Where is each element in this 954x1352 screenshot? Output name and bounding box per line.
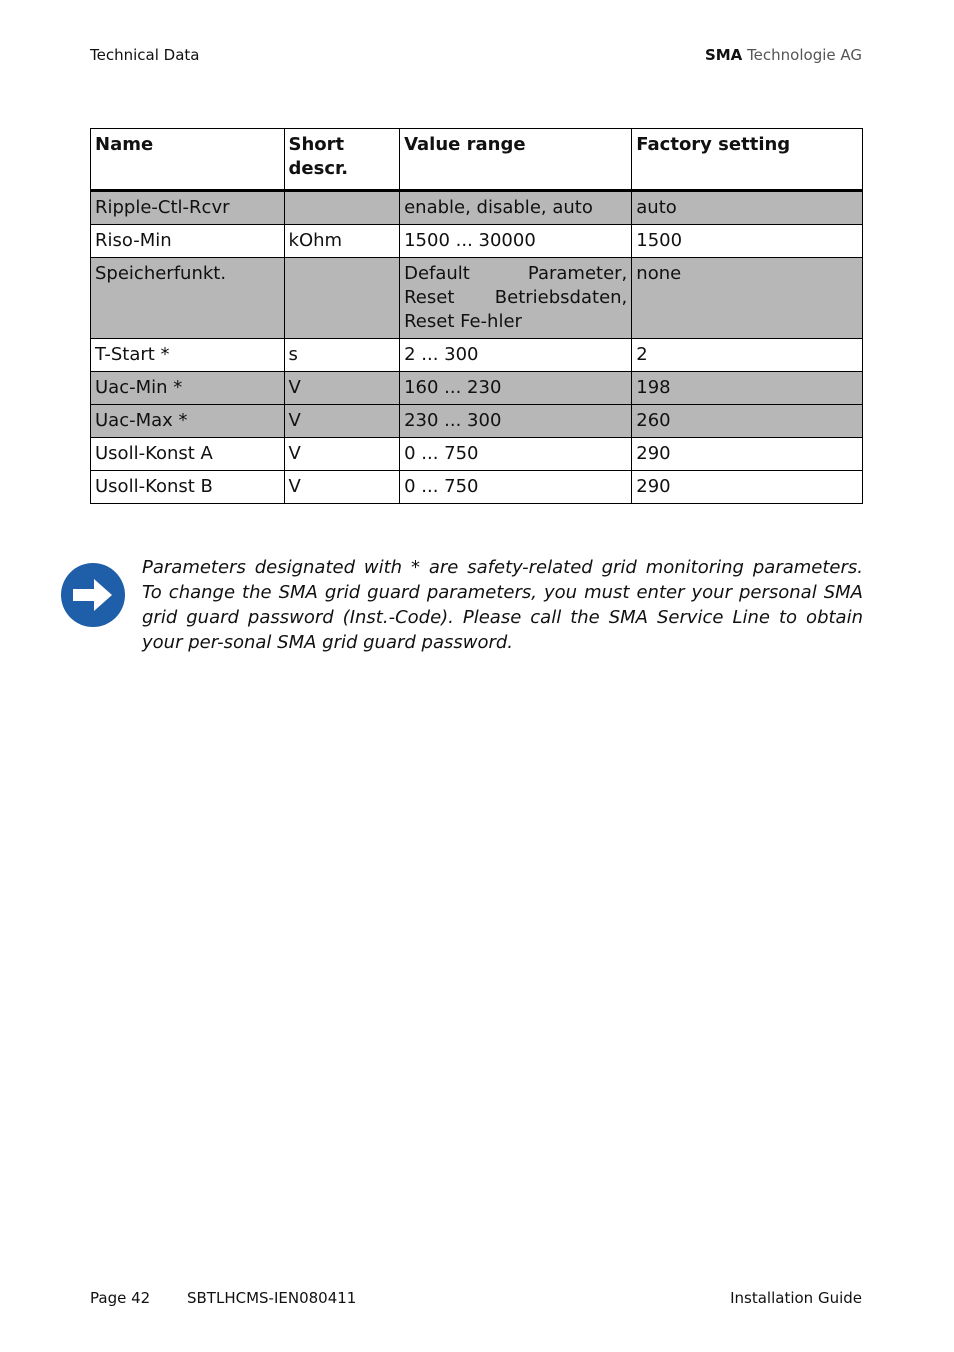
cell-value-range: 2 ... 300 — [400, 339, 632, 372]
cell-value-range: Default Parameter, Reset Betriebsdaten, Reset Fe-hler — [400, 258, 632, 339]
cell-short-descr: V — [284, 405, 400, 438]
parameter-table — [90, 128, 863, 504]
cell-factory-setting: 1500 — [632, 225, 863, 258]
cell-name: Speicherfunkt. — [91, 258, 285, 339]
table-row — [91, 438, 863, 471]
cell-name: Uac-Max * — [91, 405, 285, 438]
cell-short-descr: s — [284, 339, 400, 372]
header-section-title: Technical Data — [90, 46, 200, 64]
cell-short-descr — [284, 191, 400, 225]
cell-factory-setting: none — [632, 258, 863, 339]
cell-value-range: 0 ... 750 — [400, 471, 632, 504]
table-row — [91, 339, 863, 372]
cell-factory-setting: auto — [632, 191, 863, 225]
cell-name: Usoll-Konst A — [91, 438, 285, 471]
footer-page-number: Page 42 — [90, 1289, 151, 1307]
cell-short-descr: V — [284, 438, 400, 471]
header-short-descr: Short descr. — [284, 129, 400, 191]
header-brand: SMA — [704, 46, 743, 64]
cell-short-descr — [284, 258, 400, 339]
cell-name: T-Start * — [91, 339, 285, 372]
header-name: Name — [91, 129, 285, 191]
cell-value-range: 230 ... 300 — [400, 405, 632, 438]
table-row — [91, 225, 863, 258]
arrow-right-icon — [60, 562, 126, 628]
cell-short-descr: V — [284, 471, 400, 504]
table-row — [91, 372, 863, 405]
cell-name: Ripple-Ctl-Rcvr — [91, 191, 285, 225]
safety-note-text: Parameters designated with * are safety-related grid monitoring parameters. To change the SMA grid guard parameters, you must enter your personal SMA grid guard password (Inst.-Code). Please call the SMA Service Line to obtain your per-sonal SMA grid guard password. — [142, 557, 863, 653]
header-factory-setting: Factory setting — [632, 129, 863, 191]
cell-factory-setting: 198 — [632, 372, 863, 405]
cell-short-descr: kOhm — [284, 225, 400, 258]
cell-name: Uac-Min * — [91, 372, 285, 405]
table-row — [91, 471, 863, 504]
cell-factory-setting: 290 — [632, 471, 863, 504]
cell-value-range: enable, disable, auto — [400, 191, 632, 225]
header-company-name: Technologie AG — [747, 46, 862, 64]
cell-factory-setting: 260 — [632, 405, 863, 438]
cell-value-range: 0 ... 750 — [400, 438, 632, 471]
cell-name: Riso-Min — [91, 225, 285, 258]
header-company — [705, 46, 862, 64]
footer-document-code: SBTLHCMS-IEN080411 — [187, 1289, 357, 1307]
cell-value-range: 1500 ... 30000 — [400, 225, 632, 258]
cell-factory-setting: 290 — [632, 438, 863, 471]
table-row — [91, 191, 863, 225]
table-header-row — [91, 129, 863, 191]
table-row — [91, 258, 863, 339]
cell-name: Usoll-Konst B — [91, 471, 285, 504]
cell-short-descr: V — [284, 372, 400, 405]
cell-value-range: 160 ... 230 — [400, 372, 632, 405]
table-row — [91, 405, 863, 438]
header-value-range: Value range — [400, 129, 632, 191]
cell-factory-setting: 2 — [632, 339, 863, 372]
footer-document-type: Installation Guide — [730, 1289, 862, 1307]
